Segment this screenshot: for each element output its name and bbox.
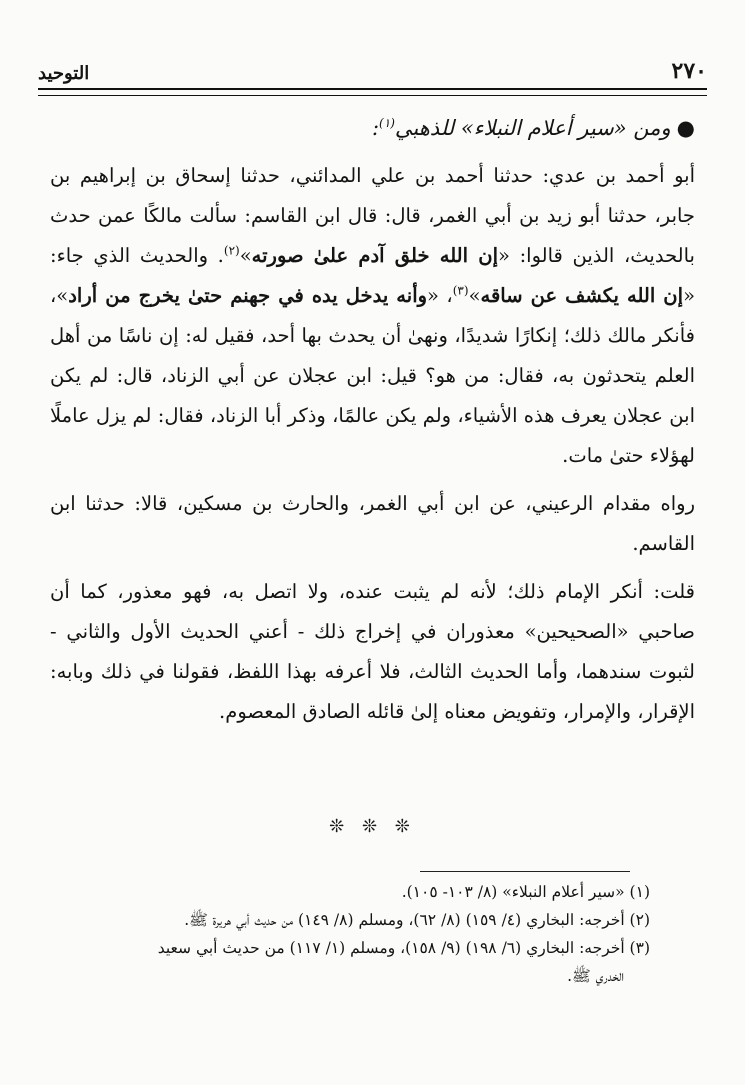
paragraph-narration xyxy=(50,156,695,476)
header-rule xyxy=(38,88,707,90)
quote-mark: » xyxy=(468,284,481,307)
hadith-quote: إن الله خلق آدم علىٰ صورته xyxy=(251,244,499,267)
source-title: ومن «سير أعلام النبلاء» للذهبي xyxy=(394,116,671,140)
source-heading xyxy=(50,108,695,148)
footnote-1: (١) «سير أعلام النبلاء» (٨/ ١٠٣- ١٠٥). xyxy=(401,883,650,901)
main-text xyxy=(50,108,695,732)
hadith-quote: إن الله يكشف عن ساقه xyxy=(480,284,684,307)
narration-text: »، فأنكر مالك ذلك؛ إنكارًا شديدًا، ونهىٰ أن يحدث بها أحد، فقيل له: إن ناسًا من أهل العلم يتحدثون به، فقال: من هو؟ قيل: ابن عجلان عن أبي الزناد، قال: لم يكن ابن عجلان يعرف هذه الأشياء، ولم يكن عالمًا، وذكر أبا الزناد، فقال: لم يزل عاملًا لهؤلاء حتىٰ مات. xyxy=(50,284,695,467)
page-number: ٢٧٠ xyxy=(671,58,707,84)
running-title: التوحيد xyxy=(38,63,90,84)
footnote-3: (٣) أخرجه: البخاري (٦/ ١٩٨) (٩/ ١٥٨)، ومسلم (١/ ١١٧) من حديث أبي سعيد xyxy=(157,939,650,957)
footnote-marker: (٣) xyxy=(452,283,469,298)
footnote-2: (٢) أخرجه: البخاري (٤/ ١٥٩) (٨/ ٦٢)، ومسلم (٨/ ١٤٩) من حديث أبي هريرة ﷺ. xyxy=(184,911,650,929)
footnote-marker: (١) xyxy=(379,116,395,130)
bullet-icon: ● xyxy=(676,116,695,140)
paragraph-commentary: قلت: أنكر الإمام ذلك؛ لأنه لم يثبت عنده، ولا اتصل به، فهو معذور، كما أن صاحبي «الصحيحين» معذوران في إخراج ذلك - أعني الحديث الأول والثاني - لثبوت سندهما، وأما الحديث الثالث، فلا أعرفه بهذا اللفظ، فقولنا في ذلك وبابه: الإقرار، والإمرار، وتفويض معناه إلىٰ قائله الصادق المعصوم. xyxy=(50,580,695,723)
footnote-3-continued: الخدري ﷺ. xyxy=(567,967,624,985)
header-rule-thin xyxy=(38,95,707,96)
heading-colon: : xyxy=(371,116,380,140)
section-separator: ❊ ❊ ❊ xyxy=(329,816,416,837)
page-header xyxy=(38,44,707,84)
footnote-marker: (٢) xyxy=(223,243,240,258)
quote-mark: » xyxy=(239,244,252,267)
hadith-quote: وأنه يدخل يده في جهنم حتىٰ يخرج من أراد xyxy=(68,284,428,307)
narration-text: . والحديث الذي جاء: « xyxy=(50,244,695,307)
paragraph-chain: رواه مقدام الرعيني، عن ابن أبي الغمر، والحارث بن مسكين، قالا: حدثنا ابن القاسم. xyxy=(50,492,695,555)
footnote-rule xyxy=(420,871,630,872)
footnotes xyxy=(50,878,650,990)
narration-text: ، « xyxy=(427,284,453,307)
narration-text: أبو أحمد بن عدي: حدثنا أحمد بن علي المدائني، حدثنا إسحاق بن إبراهيم بن جابر، حدثنا أبو زيد بن أبي الغمر، قال: قال ابن القاسم: سألت مالكًا عمن حدث بالحديث، الذين قالوا: « xyxy=(50,164,695,267)
